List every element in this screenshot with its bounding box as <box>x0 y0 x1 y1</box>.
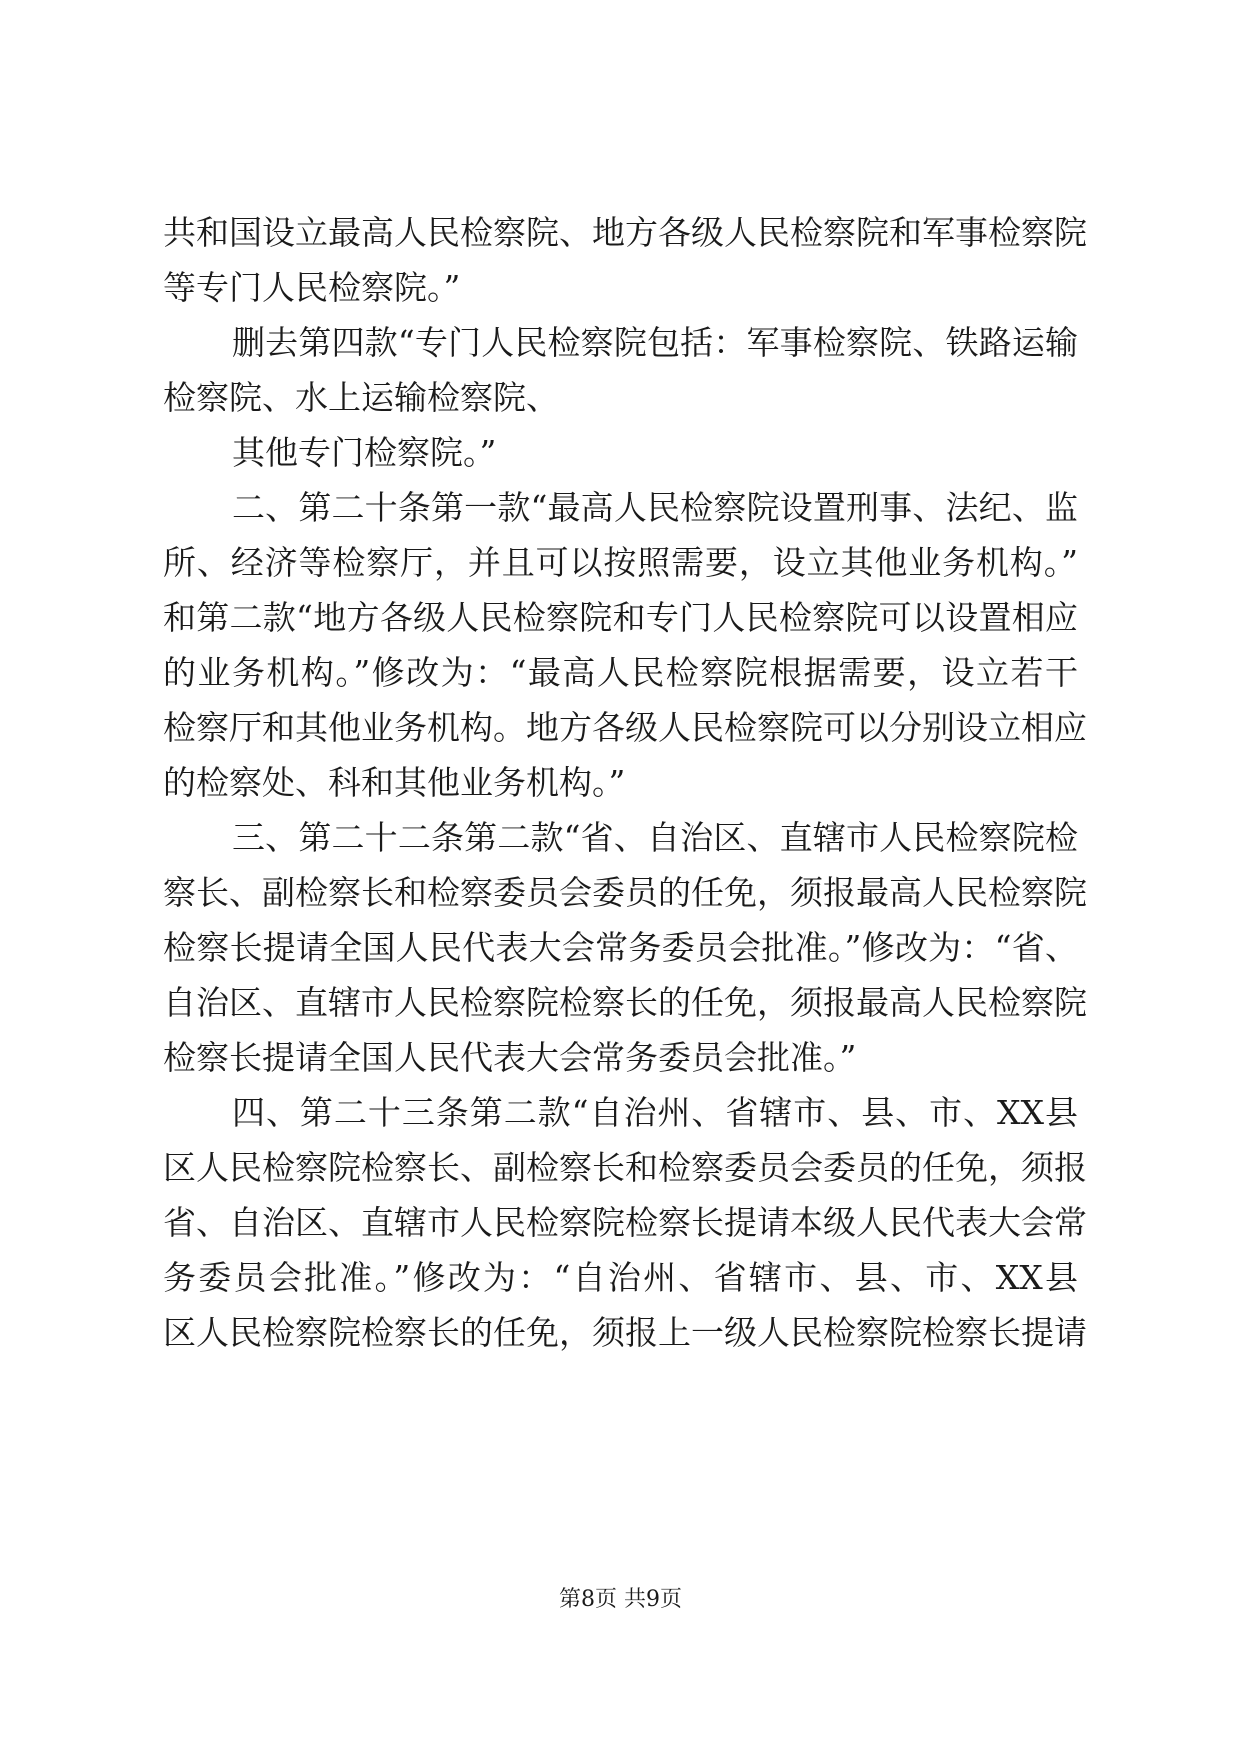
body-text-line: 务委员会批准。”修改为：“自治州、省辖市、县、市、XX县 <box>163 1258 1078 1297</box>
body-text-line: 省、自治区、直辖市人民检察院检察长提请本级人民代表大会常 <box>163 1203 1087 1242</box>
body-text-line: 其他专门检察院。” <box>232 433 497 472</box>
body-text-line: 察长、副检察长和检察委员会委员的任免，须报最高人民检察院 <box>163 873 1087 912</box>
body-text-line: 检察院、水上运输检察院、 <box>163 378 559 417</box>
body-text-line: 检察长提请全国人民代表大会常务委员会批准。”修改为：“省、 <box>163 928 1078 967</box>
page-number-footer: 第8页 共9页 <box>559 1587 682 1612</box>
body-text-line: 四、第二十三条第二款“自治州、省辖市、县、市、XX县 <box>232 1093 1078 1132</box>
body-text-line: 区人民检察院检察长、副检察长和检察委员会委员的任免，须报 <box>163 1148 1087 1187</box>
body-text-line: 的检察处、科和其他业务机构。” <box>163 763 626 802</box>
body-text-line: 区人民检察院检察长的任免，须报上一级人民检察院检察长提请 <box>163 1313 1087 1352</box>
body-text-line: 检察长提请全国人民代表大会常务委员会批准。” <box>163 1038 857 1077</box>
body-text-line: 二、第二十条第一款“最高人民检察院设置刑事、法纪、监 <box>232 488 1078 527</box>
body-text-line: 等专门人民检察院。” <box>163 268 461 307</box>
body-text-line: 和第二款“地方各级人民检察院和专门人民检察院可以设置相应 <box>163 598 1078 637</box>
body-text-line: 所、经济等检察厅，并且可以按照需要，设立其他业务机构。” <box>163 543 1078 582</box>
body-text-line: 自治区、直辖市人民检察院检察长的任免，须报最高人民检察院 <box>163 983 1087 1022</box>
body-text-line: 检察厅和其他业务机构。地方各级人民检察院可以分别设立相应 <box>163 708 1087 747</box>
body-text-line: 删去第四款“专门人民检察院包括：军事检察院、铁路运输 <box>232 323 1078 362</box>
body-text-line: 共和国设立最高人民检察院、地方各级人民检察院和军事检察院 <box>163 213 1087 252</box>
body-text-line: 三、第二十二条第二款“省、自治区、直辖市人民检察院检 <box>232 818 1078 857</box>
body-text-line: 的业务机构。”修改为：“最高人民检察院根据需要，设立若干 <box>163 653 1078 692</box>
